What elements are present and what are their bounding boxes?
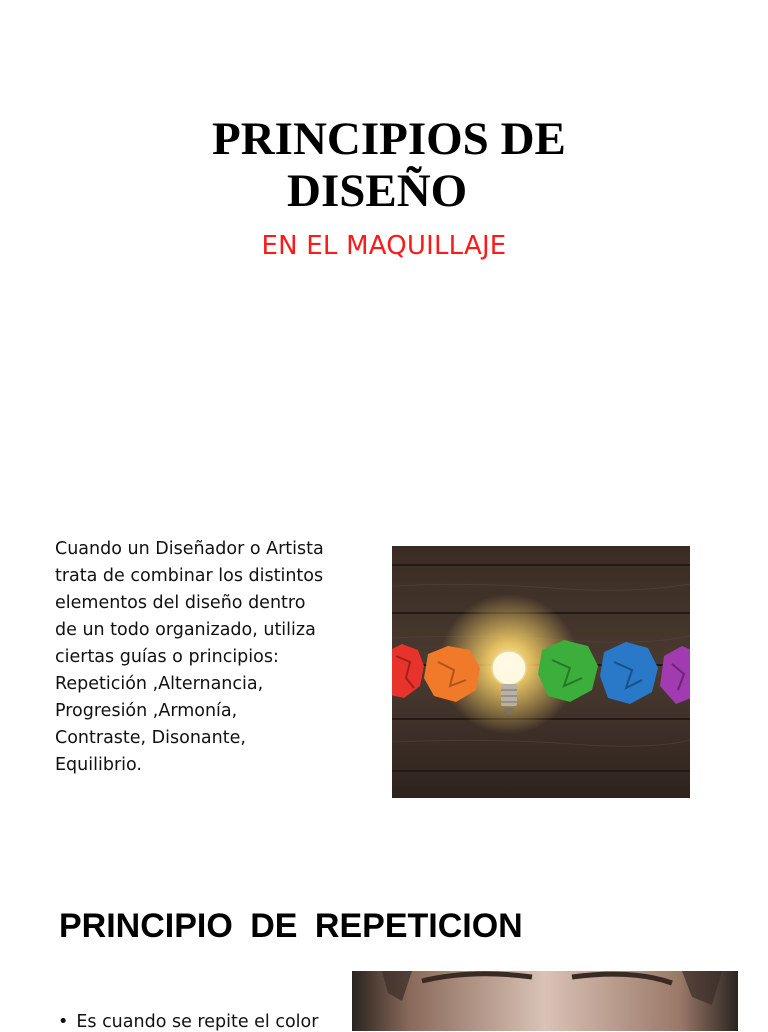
intro-line: Contraste, Disonante, [55, 728, 246, 748]
intro-line: Progresión ,Armonía, [55, 701, 238, 721]
intro-line: Equilibrio. [55, 755, 142, 775]
section-heading: PRINCIPIO DE REPETICION [59, 907, 523, 945]
intro-line: Cuando un Diseñador o Artista [55, 539, 324, 559]
intro-paragraph [55, 536, 355, 779]
intro-line: elementos del diseño dentro [55, 593, 306, 613]
bullet-text: Es cuando se repite el color [76, 1012, 319, 1032]
title-line-2: DISEÑO [287, 165, 468, 217]
intro-line: Repetición ,Alternancia, [55, 674, 264, 694]
subtitle: EN EL MAQUILLAJE [261, 231, 507, 261]
bullet-marker: • [58, 1012, 69, 1032]
intro-line: de un todo organizado, utiliza [55, 620, 316, 640]
intro-line: ciertas guías o principios: [55, 647, 279, 667]
bullet-item [58, 1012, 318, 1032]
makeup-face-photo [352, 971, 738, 1031]
intro-line: trata de combinar los distintos [55, 566, 324, 586]
title-line-1: PRINCIPIOS DE [212, 113, 566, 165]
lightbulb-crumpled-paper-photo [392, 546, 690, 798]
